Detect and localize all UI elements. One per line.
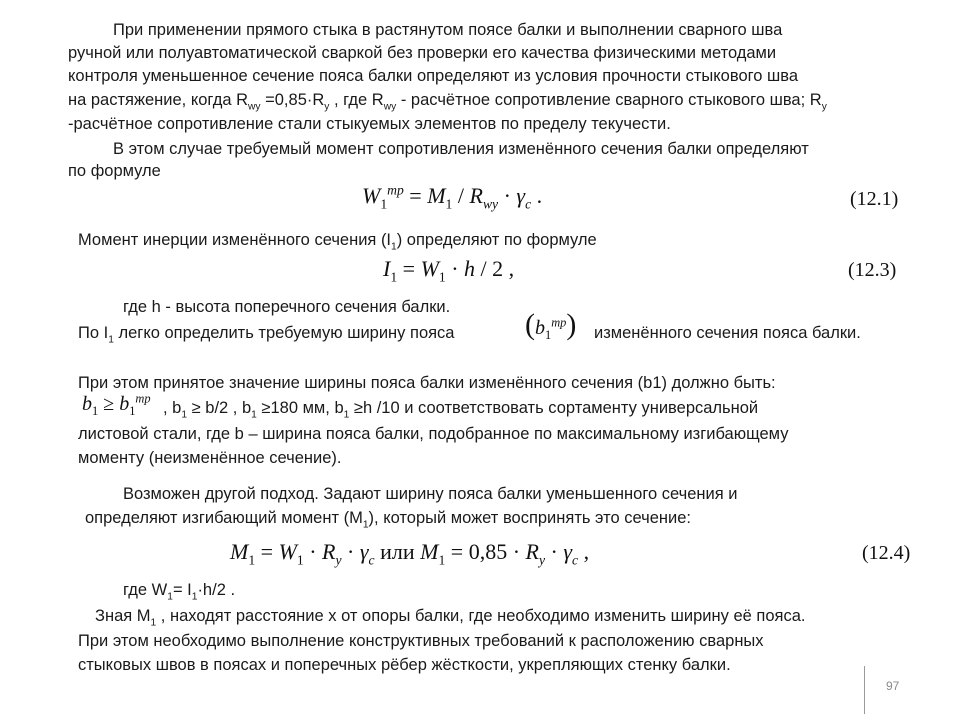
paragraph-5-line-2: , $b_1 \ge b/2$ , $b_1 \ge 180$ мм, $b_1 \ge h$ /10 и соответствовать сортаменту универсальной bbox=[163, 399, 759, 421]
paragraph-5-line-1: При этом принятое значение ширины пояса балки изменённого сечения (b1) должно быть: bbox=[78, 374, 776, 392]
paragraph-3: Момент инерции изменённого сечения $(I_1)$ определяют по формуле bbox=[78, 231, 597, 253]
paragraph-6-line-1: Возможен другой подход. Задают ширину пояса балки уменьшенного сечения и bbox=[123, 485, 738, 503]
paragraph-5-line-4: моменту (неизменённое сечение). bbox=[78, 449, 342, 467]
formula-number-12-3: (12.3) bbox=[848, 259, 897, 281]
paragraph-2-line-2: по формуле bbox=[68, 162, 161, 180]
formula-12-3: $I_1 = W_1 \cdot h / 2$ , bbox=[383, 256, 515, 285]
paragraph-4-line-2b: изменённого сечения пояса балки. bbox=[594, 324, 861, 342]
paragraph-4-line-1: где h - высота поперечного сечения балки. bbox=[123, 298, 451, 316]
page-number-divider bbox=[864, 666, 865, 714]
formula-b1-required: $(b_1^{тр})$ bbox=[525, 308, 577, 342]
paragraph-4-line-2a: По $I_1$ легко определить требуемую ширину пояса bbox=[78, 324, 455, 346]
paragraph-5-line-3: листовой стали, где b – ширина пояса балки, подобранное по максимальному изгибающему bbox=[78, 425, 789, 443]
paragraph-1-line-2: ручной или полуавтоматической сваркой без проверки его качества физическими методами bbox=[68, 44, 777, 62]
page-number: 97 bbox=[886, 679, 900, 693]
paragraph-2-line-1: В этом случае требуемый момент сопротивления изменённого сечения балки определяют bbox=[113, 140, 809, 158]
formula-12-4: $M_1 = W_1 \cdot R_y \cdot \gamma_c$ или $M_1 = 0,85 \cdot R_y \cdot \gamma_c$ , bbox=[230, 539, 590, 568]
paragraph-6-line-2: определяют изгибающий момент $(М_1)$, который может воспринять это сечение: bbox=[85, 509, 691, 531]
formula-12-1: $W_1^{тр} = M_1 / R_{wy} \cdot \gamma_c$ . bbox=[362, 182, 543, 212]
paragraph-7: где $W_1= I_1\cdot h/2$ . bbox=[123, 581, 236, 603]
paragraph-1-line-5: -расчётное сопротивление стали стыкуемых элементов по пределу текучести. bbox=[68, 115, 671, 133]
paragraph-1-line-1: При применении прямого стыка в растянутом поясе балки и выполнении сварного шва bbox=[113, 21, 783, 39]
paragraph-1-line-4: на растяжение, когда $R_{wy} =0,85\cdot R_y$ , где $R_{wy}$ - расчётное сопротивление сварного стыкового шва; $R_y$ bbox=[68, 91, 827, 113]
formula-number-12-4: (12.4) bbox=[862, 542, 911, 564]
paragraph-8-line-2: При этом необходимо выполнение конструктивных требований к расположению сварных bbox=[78, 632, 764, 650]
paragraph-8-line-3: стыковых швов в поясах и поперечных рёбер жёсткости, укрепляющих стенку балки. bbox=[78, 656, 731, 674]
formula-number-12-1: (12.1) bbox=[850, 188, 899, 210]
formula-b1-inequality: $b_1 \ge b_1^{тр}$ bbox=[82, 391, 151, 418]
paragraph-8-line-1: Зная $М_1$ , находят расстояние х от опоры балки, где необходимо изменить ширину её пояса. bbox=[95, 607, 806, 629]
paragraph-1-line-3: контроля уменьшенное сечение пояса балки определяют из условия прочности стыкового шва bbox=[68, 67, 799, 85]
